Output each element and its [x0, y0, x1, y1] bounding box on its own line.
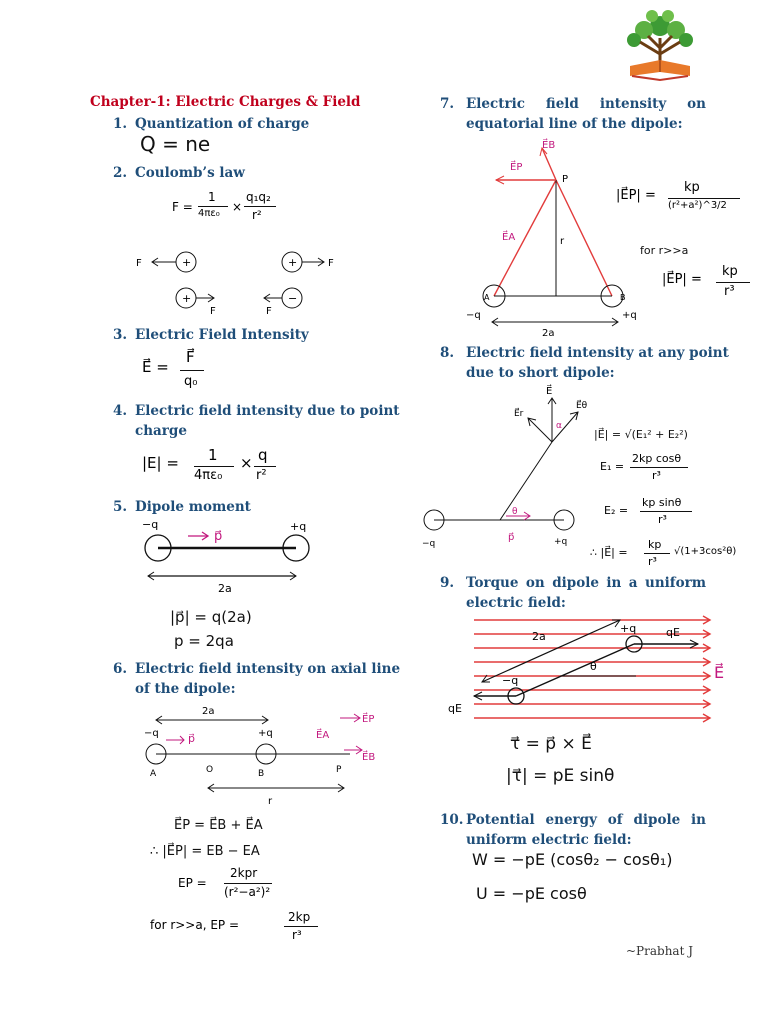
- topic-10: 10. Potential energy of dipole in uniform electric field:: [440, 812, 706, 848]
- svg-text:P: P: [336, 765, 342, 775]
- equatorial-formula: |E⃗P| = kp (r²+a²)^3/2: [616, 180, 756, 224]
- axial-eq4: for r>>a, EP = 2kp r³: [150, 910, 340, 946]
- torque-diagram: [440, 612, 740, 732]
- svg-text:F: F: [136, 258, 142, 269]
- topic-9: 9. Torque on dipole in a uniform electric field:: [440, 575, 706, 611]
- svg-text:E⃗r: E⃗r: [514, 409, 524, 419]
- svg-text:−: −: [288, 292, 298, 305]
- svg-text:+q: +q: [258, 728, 273, 739]
- short-dipole-eq3: E₂ = kp sinθ r³: [604, 496, 714, 532]
- equatorial-dipole-diagram: [446, 134, 646, 338]
- svg-text:−q: −q: [142, 518, 159, 531]
- dipole-eq2: p = 2qa: [174, 632, 234, 650]
- topic-5: 5. Dipole moment: [113, 499, 251, 515]
- svg-text:E⃗B: E⃗B: [542, 140, 556, 151]
- svg-text:2a: 2a: [202, 706, 215, 717]
- svg-text:F: F: [210, 306, 216, 317]
- svg-text:E⃗P: E⃗P: [362, 714, 375, 725]
- svg-text:−q: −q: [422, 539, 436, 549]
- svg-text:+q: +q: [620, 622, 637, 635]
- svg-text:+: +: [182, 256, 192, 269]
- svg-text:2a: 2a: [532, 630, 546, 643]
- svg-text:E⃗P: E⃗P: [510, 162, 523, 173]
- equatorial-formula-2: |E⃗P| = kp r³: [662, 264, 762, 304]
- axial-line-diagram: [140, 700, 380, 810]
- svg-text:E⃗θ: E⃗θ: [576, 401, 588, 411]
- axial-eq3: EP = 2kpr (r²−a²)²: [178, 866, 271, 899]
- svg-text:O: O: [206, 765, 214, 775]
- dipole-moment-diagram: [134, 514, 324, 596]
- svg-text:+q: +q: [290, 520, 307, 533]
- svg-text:E⃗B: E⃗B: [362, 752, 376, 763]
- svg-text:A: A: [150, 769, 157, 779]
- topic-7: 7. Electric field intensity on equatorial line of the dipole:: [440, 96, 706, 132]
- svg-text:2a: 2a: [218, 582, 232, 595]
- axial-eq2: ∴ |E⃗P| = EB − EA: [150, 844, 260, 859]
- svg-text:α: α: [556, 421, 562, 431]
- svg-text:−q: −q: [144, 728, 159, 739]
- torque-eq2: |τ⃗| = pE sinθ: [506, 766, 615, 786]
- svg-text:P: P: [562, 174, 569, 185]
- torque-eq1: τ⃗ = p⃗ × E⃗: [510, 734, 592, 754]
- svg-text:B: B: [258, 769, 265, 779]
- svg-text:+q: +q: [554, 537, 568, 547]
- topic-3: 3. Electric Field Intensity: [113, 327, 309, 343]
- chapter-title: Chapter-1: Electric Charges & Field: [90, 94, 361, 110]
- svg-text:p⃗: p⃗: [214, 529, 223, 544]
- short-dipole-diagram: [418, 384, 604, 554]
- short-dipole-eq1: |E⃗| = √(E₁² + E₂²): [594, 428, 688, 441]
- potential-energy-eq1: W = −pE (cosθ₂ − cosθ₁): [472, 850, 673, 869]
- tree-with-book-logo: [618, 4, 702, 84]
- svg-text:F: F: [266, 306, 272, 317]
- coulomb-charges-diagram: [130, 246, 350, 318]
- svg-text:qE: qE: [666, 626, 680, 639]
- svg-text:qE: qE: [448, 702, 462, 715]
- svg-text:r: r: [268, 796, 273, 807]
- svg-text:p⃗: p⃗: [508, 532, 515, 543]
- topic-1: 1. Quantization of charge: [113, 116, 310, 132]
- topic-8: 8. Electric field intensity at any point due to short dipole:: [440, 345, 729, 381]
- svg-text:E⃗: E⃗: [714, 663, 725, 682]
- svg-text:E⃗: E⃗: [546, 386, 553, 397]
- topic-4: 4. Electric field intensity due to point charge: [113, 403, 400, 439]
- topic-2: 2. Coulomb’s law: [113, 165, 245, 181]
- svg-text:r: r: [560, 236, 565, 247]
- svg-text:+: +: [288, 256, 298, 269]
- equatorial-for: for r>>a: [640, 244, 689, 257]
- dipole-eq1: |p⃗| = q(2a): [170, 608, 252, 626]
- svg-text:−q: −q: [502, 674, 519, 687]
- efield-formula: E⃗ = F⃗ q₀: [142, 348, 232, 394]
- point-charge-formula: |E| = 1 4πε₀ × q r²: [142, 446, 282, 490]
- svg-text:+: +: [182, 292, 192, 305]
- svg-text:E⃗A: E⃗A: [316, 730, 330, 741]
- svg-text:θ: θ: [512, 507, 518, 517]
- svg-text:2a: 2a: [542, 328, 555, 338]
- quantization-formula: Q = ne: [140, 132, 211, 156]
- coulomb-formula: F = 1 4πε₀ × q₁q₂ r²: [172, 190, 282, 230]
- svg-text:+q: +q: [622, 310, 637, 321]
- potential-energy-eq2: U = −pE cosθ: [476, 884, 587, 903]
- svg-text:p⃗: p⃗: [188, 732, 195, 745]
- svg-text:−q: −q: [466, 310, 481, 321]
- topic-6: 6. Electric field intensity on axial line of the dipole:: [113, 661, 401, 697]
- short-dipole-eq2: E₁ = 2kp cosθ r³: [600, 452, 720, 488]
- svg-text:B: B: [620, 293, 626, 302]
- svg-text:A: A: [484, 293, 490, 302]
- svg-text:E⃗A: E⃗A: [502, 232, 516, 243]
- short-dipole-eq4: ∴ |E⃗| = kp r³ √(1+3cos²θ): [590, 538, 737, 568]
- svg-text:θ: θ: [590, 660, 597, 673]
- axial-eq1: E⃗P = E⃗B + E⃗A: [174, 818, 263, 833]
- svg-text:F: F: [328, 258, 334, 269]
- author-signature: ~Prabhat J: [626, 944, 694, 958]
